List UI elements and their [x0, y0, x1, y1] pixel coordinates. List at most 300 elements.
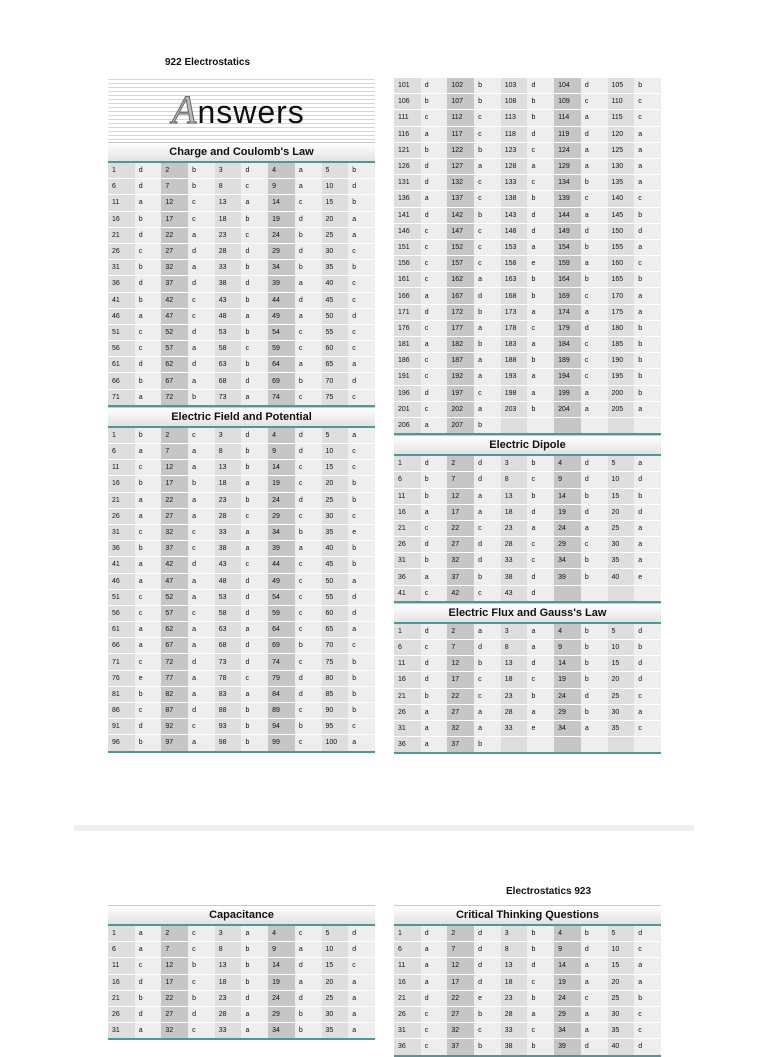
- question-number: 31: [108, 1023, 135, 1040]
- answer-letter: c: [474, 520, 501, 536]
- question-number: 8: [215, 444, 242, 460]
- answer-letter: c: [188, 719, 215, 735]
- question-number: 37: [161, 276, 188, 292]
- question-number: 143: [501, 207, 528, 223]
- question-number: 20: [608, 672, 635, 688]
- question-number: 30: [608, 537, 635, 553]
- answer-letter: c: [527, 142, 554, 158]
- answer-letter: d: [348, 373, 375, 389]
- question-number: 6: [394, 640, 421, 656]
- answer-letter: d: [421, 175, 448, 191]
- answer-letter: d: [188, 276, 215, 292]
- question-number: 110: [608, 94, 635, 110]
- answer-letter: a: [634, 520, 661, 536]
- question-number: 19: [268, 974, 295, 990]
- question-number: 97: [161, 735, 188, 752]
- answer-letter: a: [634, 401, 661, 417]
- answer-letter: d: [295, 444, 322, 460]
- question-number: 15: [322, 460, 349, 476]
- question-number: 7: [161, 179, 188, 195]
- answer-row: [108, 703, 375, 719]
- question-number: 43: [215, 557, 242, 573]
- question-number: 23: [215, 492, 242, 508]
- answer-letter: e: [527, 720, 554, 736]
- question-number: 71: [108, 389, 135, 406]
- question-number: 133: [501, 175, 528, 191]
- answer-row: [394, 688, 661, 704]
- question-number: 37: [161, 541, 188, 557]
- question-number: 32: [161, 1023, 188, 1040]
- answer-letter: c: [634, 110, 661, 126]
- question-number: 20: [608, 974, 635, 990]
- answer-letter: b: [188, 958, 215, 974]
- question-number: 23: [501, 520, 528, 536]
- answer-letter: c: [634, 720, 661, 736]
- question-number: 127: [447, 158, 474, 174]
- answer-letter: e: [634, 569, 661, 585]
- answer-letter: d: [421, 656, 448, 672]
- answer-letter: b: [188, 476, 215, 492]
- question-number: 4: [268, 428, 295, 444]
- answer-letter: a: [135, 638, 162, 654]
- question-number: 2: [161, 926, 188, 942]
- question-number: 62: [161, 622, 188, 638]
- question-number: 12: [161, 958, 188, 974]
- answer-letter: a: [188, 622, 215, 638]
- answer-letter: c: [188, 1023, 215, 1040]
- question-number: 118: [501, 126, 528, 142]
- answer-letter: b: [348, 557, 375, 573]
- answer-letter: d: [581, 320, 608, 336]
- question-number: 159: [554, 256, 581, 272]
- question-number: 161: [394, 272, 421, 288]
- question-number: 36: [394, 737, 421, 754]
- question-number: 4: [554, 624, 581, 640]
- question-number: 28: [215, 243, 242, 259]
- question-number: 39: [268, 276, 295, 292]
- answer-letter: a: [295, 276, 322, 292]
- answer-letter: a: [421, 942, 448, 958]
- question-number: 80: [322, 670, 349, 686]
- answer-letter: a: [581, 1023, 608, 1039]
- question-number: 2: [161, 163, 188, 179]
- question-number: 36: [108, 541, 135, 557]
- answer-letter: a: [135, 557, 162, 573]
- question-number: 178: [501, 320, 528, 336]
- answer-row: [394, 369, 661, 385]
- answer-letter: d: [421, 158, 448, 174]
- question-number: 57: [161, 605, 188, 621]
- question-number: 109: [554, 94, 581, 110]
- answer-letter: b: [295, 638, 322, 654]
- answer-letter: b: [295, 1023, 322, 1040]
- answer-row: [394, 223, 661, 239]
- question-number: 35: [322, 1023, 349, 1040]
- question-number: 21: [394, 520, 421, 536]
- answer-row: [108, 211, 375, 227]
- answer-row: [108, 926, 375, 942]
- answer-letter: a: [188, 573, 215, 589]
- answer-letter: a: [295, 541, 322, 557]
- answer-row: [108, 638, 375, 654]
- answer-letter: d: [188, 1006, 215, 1022]
- answer-letter: d: [241, 373, 268, 389]
- answer-letter: a: [188, 227, 215, 243]
- question-number: 89: [268, 703, 295, 719]
- answer-letter: c: [421, 239, 448, 255]
- question-number: 18: [501, 504, 528, 520]
- question-number: 6: [394, 942, 421, 958]
- answer-letter: d: [188, 357, 215, 373]
- question-number: 9: [268, 942, 295, 958]
- question-number: 123: [501, 142, 528, 158]
- answer-letter: c: [474, 175, 501, 191]
- question-number: 55: [322, 589, 349, 605]
- question-number: 31: [394, 553, 421, 569]
- answer-letter: c: [421, 1039, 448, 1056]
- question-number: 10: [322, 179, 349, 195]
- question-number: 95: [322, 719, 349, 735]
- question-number: 28: [215, 1006, 242, 1022]
- answer-letter: a: [421, 720, 448, 736]
- answer-letter: d: [581, 78, 608, 94]
- answer-letter: a: [188, 444, 215, 460]
- question-number: 33: [501, 720, 528, 736]
- answer-letter: a: [527, 704, 554, 720]
- answer-letter: a: [421, 974, 448, 990]
- answer-letter: a: [348, 1006, 375, 1022]
- answer-letter: c: [348, 324, 375, 340]
- answer-letter: b: [348, 476, 375, 492]
- answer-letter: a: [188, 670, 215, 686]
- question-number: 85: [322, 686, 349, 702]
- question-number: 40: [322, 541, 349, 557]
- answer-letter: b: [135, 428, 162, 444]
- question-number: 10: [322, 942, 349, 958]
- answer-letter: d: [474, 974, 501, 990]
- question-number: 44: [268, 292, 295, 308]
- answer-letter: c: [135, 324, 162, 340]
- question-number: 11: [108, 460, 135, 476]
- question-number: 27: [161, 243, 188, 259]
- answer-letter: b: [135, 476, 162, 492]
- question-number: 34: [554, 720, 581, 736]
- answer-letter: d: [634, 926, 661, 942]
- answer-letter: a: [135, 622, 162, 638]
- question-number: 43: [215, 292, 242, 308]
- answer-letter: a: [634, 158, 661, 174]
- answer-letter: c: [348, 958, 375, 974]
- answer-letter: d: [135, 227, 162, 243]
- answer-letter: a: [348, 227, 375, 243]
- question-number: 151: [394, 239, 421, 255]
- answer-letter: b: [241, 357, 268, 373]
- question-number: 86: [108, 703, 135, 719]
- answer-letter: d: [295, 492, 322, 508]
- question-number: 41: [394, 585, 421, 602]
- question-number: 154: [554, 239, 581, 255]
- question-number: 11: [108, 958, 135, 974]
- question-number: 197: [447, 385, 474, 401]
- question-number: 28: [501, 704, 528, 720]
- answer-letter: a: [135, 444, 162, 460]
- question-number: 25: [608, 520, 635, 536]
- answer-letter: b: [527, 1039, 554, 1056]
- question-number: 24: [554, 688, 581, 704]
- answer-row: [108, 958, 375, 974]
- answer-letter: a: [348, 622, 375, 638]
- answer-letter: c: [188, 428, 215, 444]
- answer-row: [394, 926, 661, 942]
- answer-letter: b: [241, 958, 268, 974]
- answer-letter: d: [188, 703, 215, 719]
- answer-letter: b: [527, 688, 554, 704]
- question-number: 69: [268, 638, 295, 654]
- answer-letter: d: [421, 537, 448, 553]
- question-number: 66: [108, 373, 135, 389]
- question-number: 129: [554, 158, 581, 174]
- question-number: 125: [608, 142, 635, 158]
- answer-letter: b: [295, 260, 322, 276]
- answer-letter: b: [241, 460, 268, 476]
- answer-letter: c: [135, 460, 162, 476]
- question-number: 31: [108, 524, 135, 540]
- answer-letter: a: [527, 385, 554, 401]
- answer-letter: d: [295, 990, 322, 1006]
- question-number: 53: [215, 324, 242, 340]
- answer-table-coulomb: [108, 163, 375, 407]
- question-number: 32: [447, 720, 474, 736]
- answer-row: [108, 1006, 375, 1022]
- answer-letter: a: [421, 569, 448, 585]
- question-number: 1: [394, 926, 421, 942]
- question-number: 34: [268, 524, 295, 540]
- answer-letter: b: [634, 353, 661, 369]
- answer-letter: d: [421, 78, 448, 94]
- question-number: 33: [215, 1023, 242, 1040]
- question-number: 27: [161, 1006, 188, 1022]
- answer-letter: c: [474, 191, 501, 207]
- answer-letter: b: [581, 656, 608, 672]
- answer-letter: a: [634, 288, 661, 304]
- answer-letter: a: [474, 401, 501, 417]
- question-number: 12: [447, 488, 474, 504]
- question-number: 13: [501, 656, 528, 672]
- answer-letter: c: [241, 508, 268, 524]
- answer-letter: a: [295, 942, 322, 958]
- question-number: 38: [501, 569, 528, 585]
- answer-row: [108, 654, 375, 670]
- question-number: 145: [608, 207, 635, 223]
- question-number: 7: [447, 472, 474, 488]
- answer-letter: c: [241, 670, 268, 686]
- answer-letter: a: [581, 401, 608, 417]
- question-number: 12: [161, 195, 188, 211]
- answer-letter: c: [421, 256, 448, 272]
- answer-letter: b: [135, 735, 162, 752]
- answer-letter: d: [188, 324, 215, 340]
- answer-letter: d: [295, 292, 322, 308]
- answer-letter: b: [527, 272, 554, 288]
- question-number: [554, 737, 581, 754]
- question-number: 26: [394, 704, 421, 720]
- answer-letter: d: [474, 958, 501, 974]
- answer-row: [108, 460, 375, 476]
- question-number: 163: [501, 272, 528, 288]
- answer-letter: b: [581, 272, 608, 288]
- answer-letter: d: [421, 926, 448, 942]
- question-number: 7: [161, 444, 188, 460]
- answer-letter: a: [348, 974, 375, 990]
- question-number: 108: [501, 94, 528, 110]
- question-number: 20: [608, 504, 635, 520]
- question-number: 74: [268, 654, 295, 670]
- answer-letter: a: [348, 990, 375, 1006]
- answer-letter: c: [348, 508, 375, 524]
- answer-letter: a: [135, 926, 162, 942]
- answer-letter: a: [348, 735, 375, 752]
- question-number: 52: [161, 324, 188, 340]
- question-number: 67: [161, 373, 188, 389]
- answer-letter: a: [188, 589, 215, 605]
- question-number: 37: [447, 569, 474, 585]
- question-number: 73: [215, 389, 242, 406]
- question-number: 63: [215, 357, 242, 373]
- answer-row: [394, 504, 661, 520]
- question-number: 58: [215, 341, 242, 357]
- question-number: 20: [322, 211, 349, 227]
- answer-letter: d: [474, 537, 501, 553]
- answer-letter: a: [135, 389, 162, 406]
- answer-row: [394, 417, 661, 434]
- answer-table-field-continued: [394, 78, 661, 435]
- question-number: 140: [608, 191, 635, 207]
- question-number: 59: [268, 605, 295, 621]
- answer-row: [108, 179, 375, 195]
- answer-letter: b: [581, 553, 608, 569]
- question-number: 41: [108, 292, 135, 308]
- answer-row: [108, 357, 375, 373]
- answer-table-critical: [394, 926, 661, 1057]
- question-number: 101: [394, 78, 421, 94]
- question-number: 156: [394, 256, 421, 272]
- answer-letter: c: [421, 1006, 448, 1022]
- answer-letter: b: [474, 569, 501, 585]
- answer-letter: c: [421, 272, 448, 288]
- answer-letter: d: [421, 385, 448, 401]
- question-number: 11: [108, 195, 135, 211]
- question-number: 59: [268, 341, 295, 357]
- answer-row: [394, 942, 661, 958]
- question-number: 39: [268, 541, 295, 557]
- question-number: 131: [394, 175, 421, 191]
- answer-letter: c: [348, 341, 375, 357]
- answer-row: [394, 1006, 661, 1022]
- answer-letter: a: [295, 179, 322, 195]
- answer-letter: a: [188, 260, 215, 276]
- answer-letter: c: [474, 239, 501, 255]
- question-number: 27: [447, 537, 474, 553]
- question-number: 48: [215, 308, 242, 324]
- answer-letter: c: [188, 211, 215, 227]
- question-number: 54: [268, 324, 295, 340]
- page-header-top: 922 Electrostatics: [165, 57, 251, 68]
- answer-letter: d: [241, 276, 268, 292]
- question-number: 106: [394, 94, 421, 110]
- answer-letter: d: [474, 456, 501, 472]
- answer-letter: a: [474, 320, 501, 336]
- answer-table-gauss: [394, 624, 661, 755]
- question-number: 7: [161, 942, 188, 958]
- answer-letter: a: [634, 553, 661, 569]
- question-number: 27: [447, 1006, 474, 1022]
- question-number: 22: [161, 990, 188, 1006]
- answer-letter: b: [135, 211, 162, 227]
- question-number: 185: [608, 337, 635, 353]
- answer-row: [394, 191, 661, 207]
- answer-letter: a: [474, 158, 501, 174]
- answer-letter: c: [348, 719, 375, 735]
- answer-letter: a: [527, 158, 554, 174]
- answer-letter: c: [348, 276, 375, 292]
- answer-letter: c: [581, 990, 608, 1006]
- question-number: 4: [554, 456, 581, 472]
- question-number: 30: [608, 1006, 635, 1022]
- question-number: 64: [268, 357, 295, 373]
- question-number: 117: [447, 126, 474, 142]
- answer-letter: b: [581, 175, 608, 191]
- answer-letter: a: [135, 1023, 162, 1040]
- answer-letter: a: [421, 704, 448, 720]
- answer-letter: c: [634, 191, 661, 207]
- question-number: 19: [554, 672, 581, 688]
- answer-letter: a: [348, 1023, 375, 1040]
- question-number: 12: [447, 958, 474, 974]
- answer-letter: c: [135, 654, 162, 670]
- question-number: 99: [268, 735, 295, 752]
- answer-row: [394, 672, 661, 688]
- answer-letter: c: [348, 638, 375, 654]
- answer-letter: d: [527, 958, 554, 974]
- question-number: 68: [215, 638, 242, 654]
- answer-letter: a: [188, 373, 215, 389]
- answer-letter: b: [474, 417, 501, 434]
- question-number: 20: [322, 476, 349, 492]
- question-number: 30: [322, 243, 349, 259]
- answer-row: [108, 541, 375, 557]
- question-number: 35: [322, 524, 349, 540]
- answer-letter: c: [135, 341, 162, 357]
- question-number: 14: [554, 488, 581, 504]
- question-number: 14: [268, 958, 295, 974]
- answer-letter: a: [581, 1006, 608, 1022]
- question-number: 84: [268, 686, 295, 702]
- question-number: 202: [447, 401, 474, 417]
- answer-letter: a: [348, 428, 375, 444]
- question-number: 22: [447, 990, 474, 1006]
- question-number: 160: [608, 256, 635, 272]
- answer-letter: d: [581, 504, 608, 520]
- answer-letter: c: [474, 1023, 501, 1039]
- answer-letter: a: [527, 239, 554, 255]
- answer-letter: c: [295, 735, 322, 752]
- question-number: 74: [268, 389, 295, 406]
- answer-letter: a: [241, 476, 268, 492]
- answer-letter: b: [135, 260, 162, 276]
- question-number: 57: [161, 341, 188, 357]
- answer-row: [108, 389, 375, 406]
- question-number: 40: [608, 569, 635, 585]
